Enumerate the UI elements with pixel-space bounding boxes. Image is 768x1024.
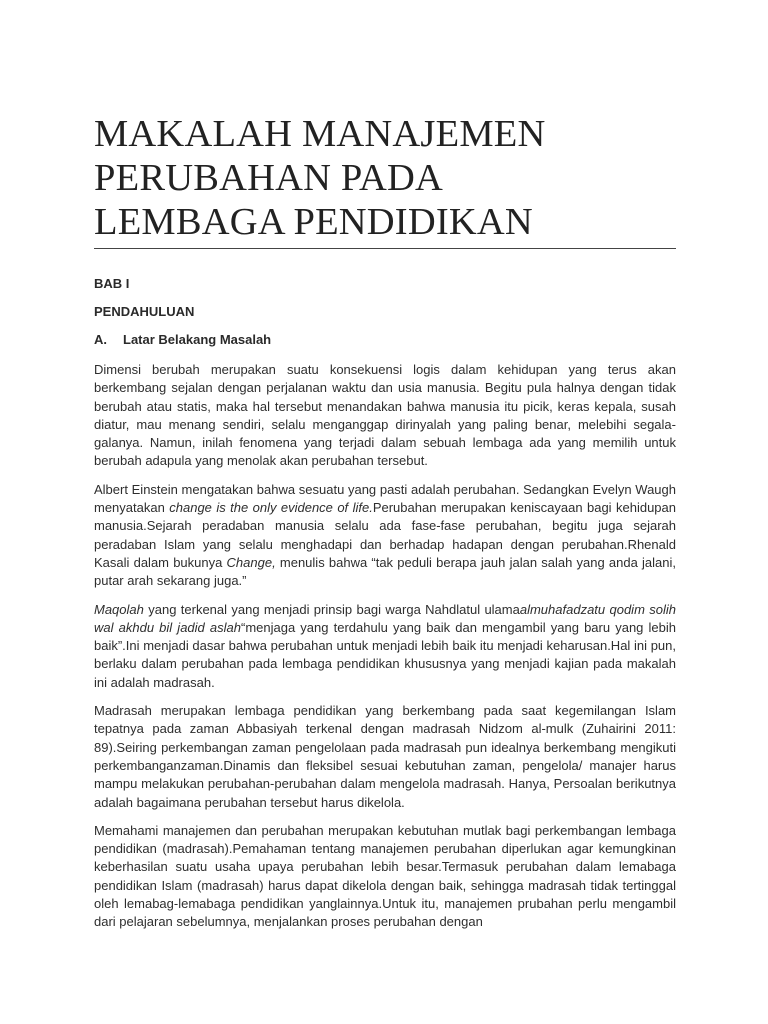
subsection-number: A. [94, 332, 107, 347]
document-title [94, 0, 676, 244]
paragraph-text: yang terkenal yang menjadi prinsip bagi warga Nahdlatul ulama [143, 601, 520, 617]
body-paragraph [94, 361, 676, 471]
title-line: LEMBAGA PENDIDIKAN [94, 201, 533, 243]
paragraph-text: Memahami manajemen dan perubahan merupakan kebutuhan mutlak bagi perkembangan lembaga pendidikan (madrasah).Pemahaman tentang manajemen perubahan diperlukan agar kemungkinan keberhasilan suatu usaha upaya perubahan lebih besar.Termasuk perubahan dalam lemabaga pendidikan Islam (madrasah) harus dapat dikelola dengan baik, sehingga madrasah tidak tertinggal oleh lemabag-lemabaga pendidikan yanglainnya.Untuk itu, manajemen prubahan perlu mengambil dari pelajaran sebelumnya, menjalankan proses perubahan dengan [94, 822, 676, 930]
italic-text: almuhafadzatu qodim solih wal akhdu bil jadid aslah [94, 601, 676, 635]
paragraph-text: Perubahan merupakan keniscayaan bagi kehidupan manusia.Sejarah peradaban manusia selalu ada fase-fase perubahan, begitu juga sejarah peradaban Islam yang selalu menghadapi dan berhadap hadapan dengan perubahan.Rhenald Kasali dalam bukunya [94, 500, 676, 570]
body-paragraph [94, 702, 676, 812]
paragraph-text: “menjaga yang terdahulu yang baik dan mengambil yang baru yang lebih baik”.Ini menjadi dasar bahwa perubahan untuk menjadi lebih baik itu menjadi keharusan.Hal ini pun, berlaku dalam perubahan pada lembaga pendidikan khususnya yang menjadi kajian pada makalah ini adalah madrasah. [94, 619, 676, 690]
paragraph-text: Albert Einstein mengatakan bahwa sesuatu yang pasti adalah perubahan. Sedangkan Evelyn Waugh menyatakan [94, 481, 676, 516]
section-heading: PENDAHULUAN [94, 304, 195, 319]
document-page [94, 0, 676, 932]
title-line: PERUBAHAN PADA [94, 157, 444, 199]
subsection-title: Latar Belakang Masalah [123, 332, 272, 347]
body-paragraph [94, 481, 676, 591]
body-paragraph [94, 822, 676, 932]
paragraph-text: menulis bahwa “tak peduli berapa jauh jalan salah yang anda jalani, putar arah sekarang juga.” [94, 554, 676, 589]
italic-text: change is the only evidence of life. [169, 500, 373, 516]
subsection-heading [94, 331, 676, 349]
body-paragraph [94, 601, 676, 692]
title-line: MAKALAH MANAJEMEN [94, 113, 546, 155]
paragraph-text: Dimensi berubah merupakan suatu konsekuensi logis dalam kehidupan yang terus akan berkembang sejalan dengan perjalanan waktu dan usia manusia. Begitu pula halnya dengan tidak berubah atau statis, maka hal tersebut menandakan bahwa manusia itu picik, keras kepala, susah diatur, mau menang sendiri, selalu menganggap dirinyalah yang paling benar, melebihi segala-galanya. Namun, inilah fenomena yang terjadi dalam sebuah lembaga ada yang memilih untuk berubah adapula yang menolak akan perubahan tersebut. [94, 362, 676, 469]
chapter-heading: BAB I [94, 276, 130, 291]
paragraph-text: Madrasah merupakan lembaga pendidikan yang berkembang pada saat kegemilangan Islam tepatnya pada zaman Abbasiyah terkenal dengan madrasah Nidzom al-mulk (Zuhairini 2011: 89).Seiring perkembangan zaman pengelolaan pada madrasah pun idealnya berkembang mengikuti perkembanganzaman.Dinamis dan fleksibel sesuai kebutuhan zaman, pengelola/ manajer harus mampu melakukan perubahan-perubahan dalam mengelola madrasah. Hanya, Persoalan berikutnya adalah bagaimana perubahan tersebut harus dikelola. [94, 703, 676, 810]
body-text [94, 361, 676, 932]
title-underline [94, 248, 676, 249]
italic-text: Maqolah [94, 601, 144, 617]
italic-text: Change, [226, 554, 276, 570]
